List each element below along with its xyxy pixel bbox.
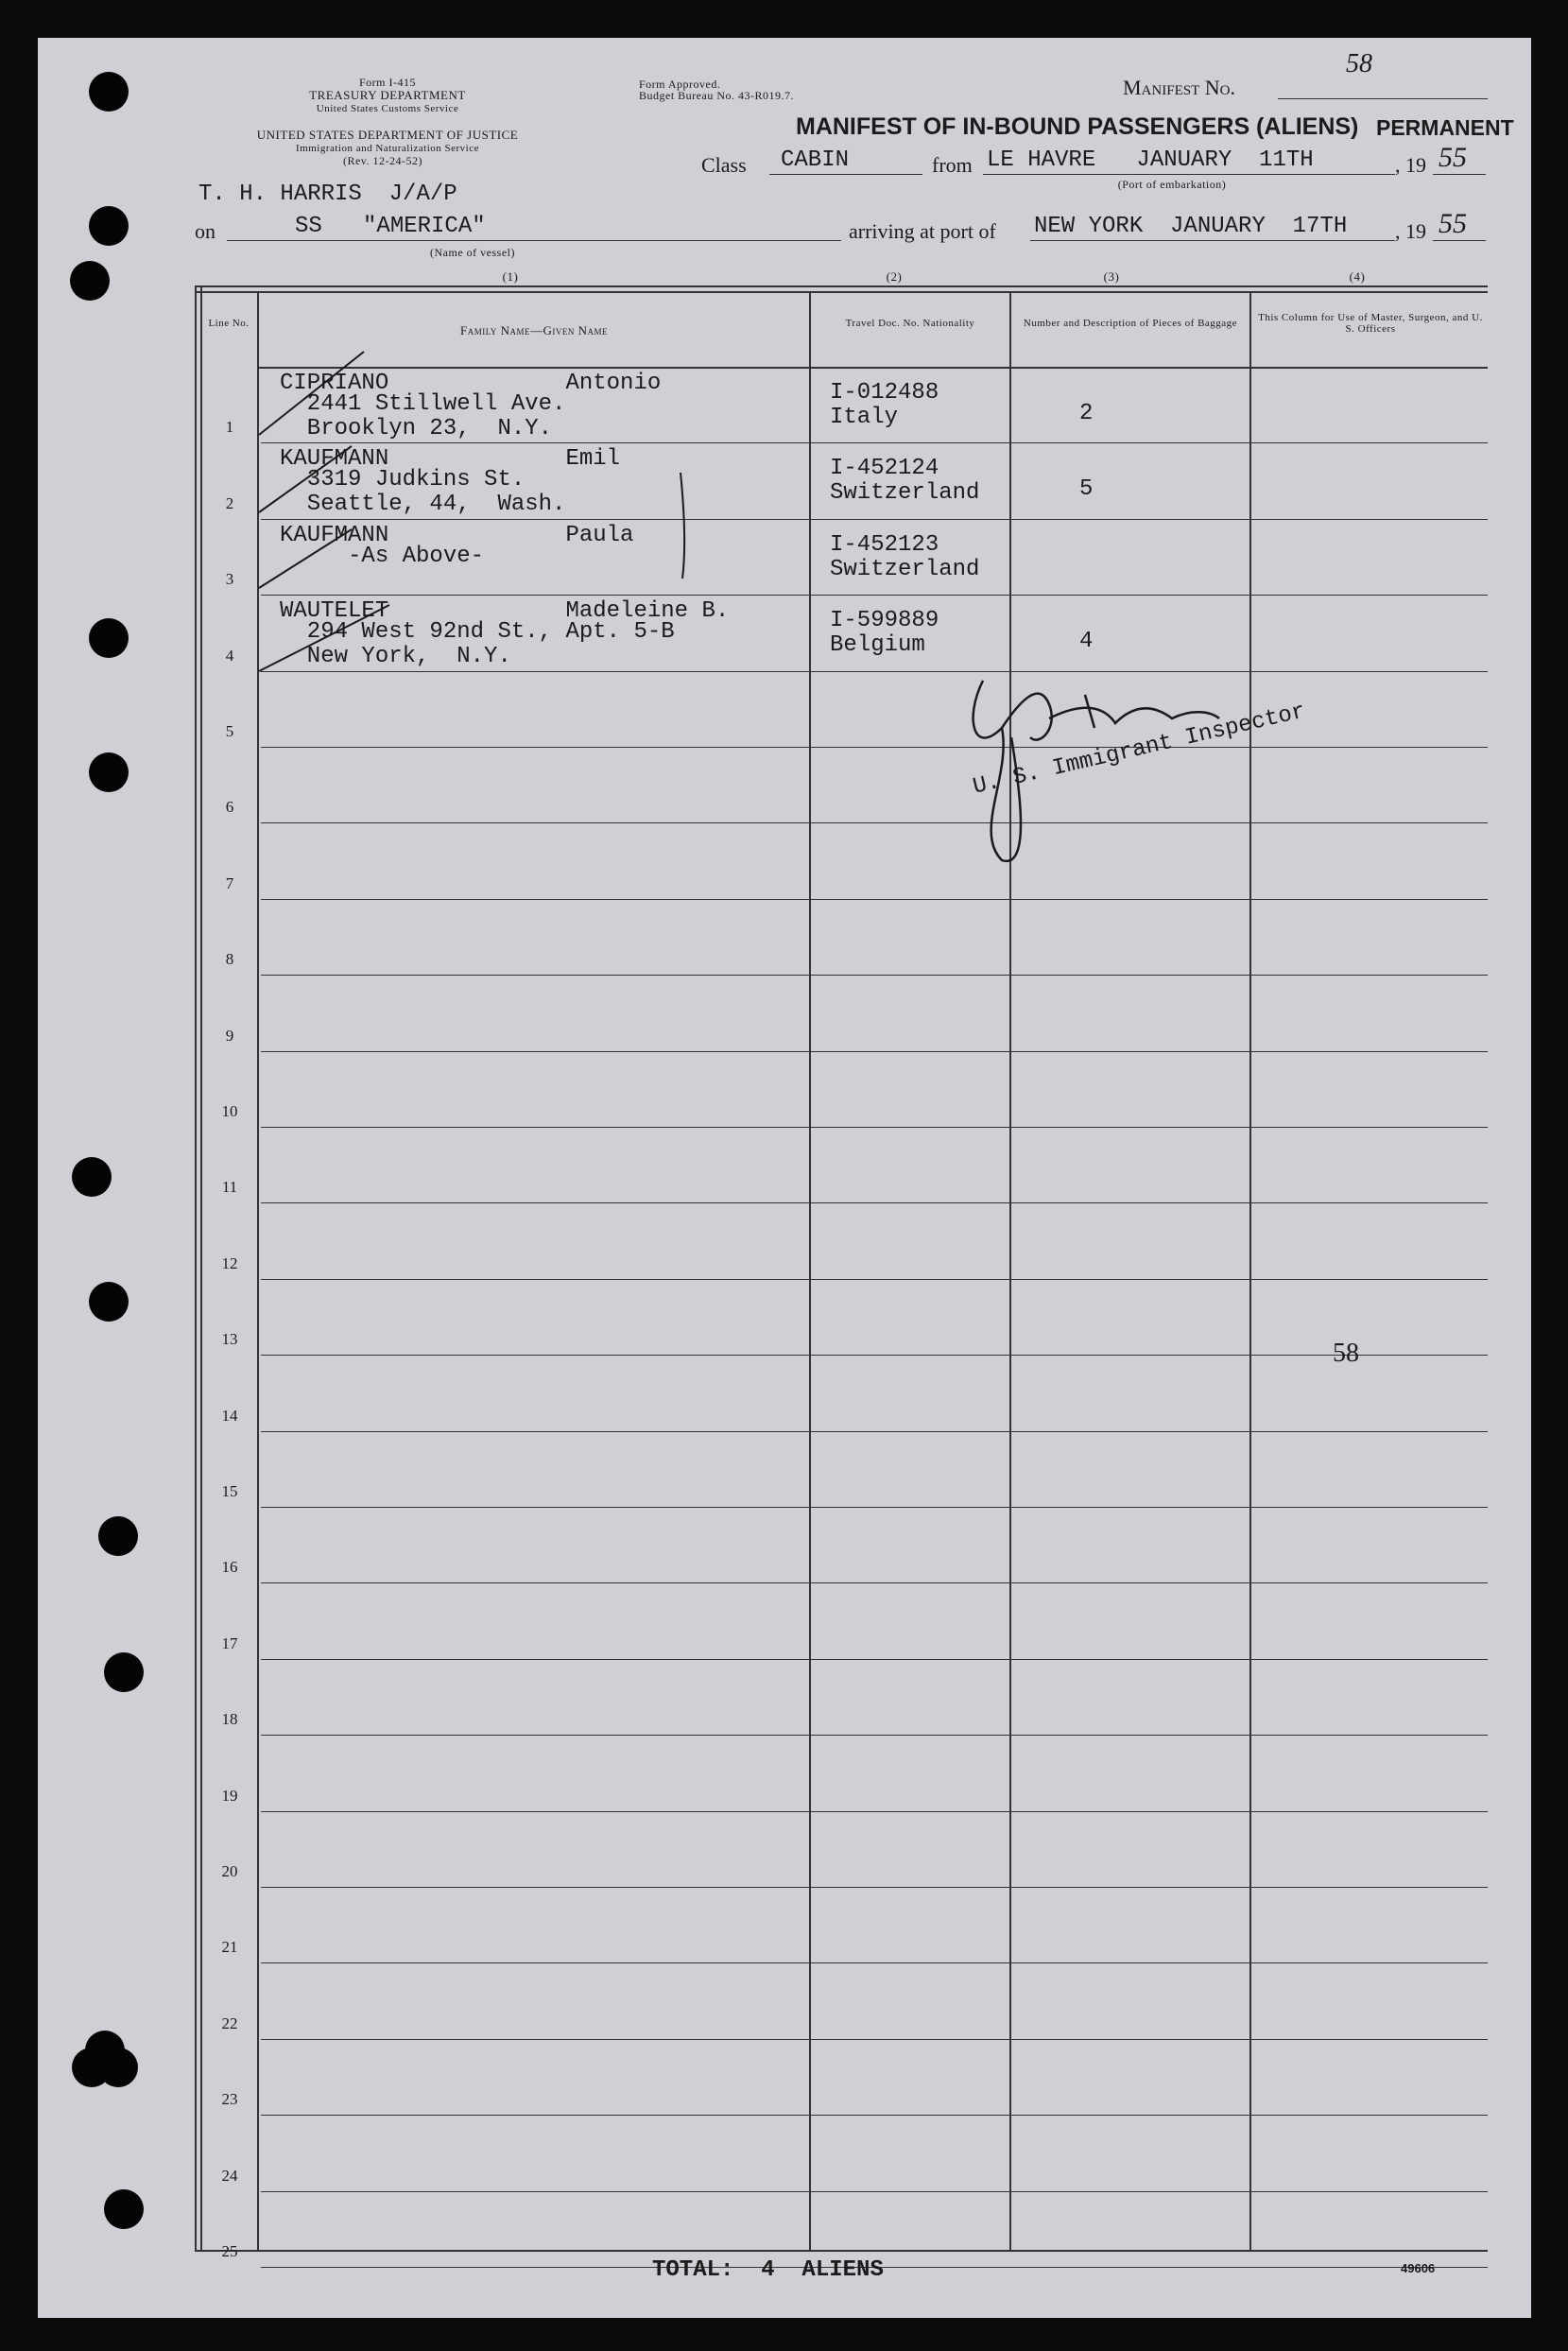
manifest-no-label: Manifest No.	[1123, 76, 1235, 99]
customs-service: United States Customs Service	[316, 103, 459, 114]
baggage-count: 2	[1079, 401, 1094, 426]
line-number: 1	[225, 418, 234, 437]
form-approved: Form Approved.	[639, 78, 721, 91]
year1-prefix: , 19	[1395, 153, 1426, 177]
travel-doc-number: I-599889	[830, 608, 939, 634]
col-num-1: (1)	[502, 269, 519, 284]
line-number: 6	[225, 798, 234, 817]
nationality: Switzerland	[830, 556, 980, 582]
passenger-address-2: Seattle, 44, Wash.	[280, 492, 566, 518]
bracket-mark	[681, 473, 684, 579]
header-line-no: Line No.	[208, 318, 250, 329]
manifest-title: MANIFEST OF IN-BOUND PASSENGERS (ALIENS)	[796, 113, 1359, 140]
passenger-address-1: 2441 Stillwell Ave.	[280, 391, 566, 417]
arriving-label: arriving at port of	[849, 219, 996, 243]
nationality: Belgium	[830, 632, 925, 659]
travel-doc-number: I-452124	[830, 456, 939, 482]
year2-value: 55	[1439, 208, 1467, 239]
port-caption: (Port of embarkation)	[1117, 178, 1227, 191]
line-number: 20	[221, 1862, 238, 1880]
header-name: Family Name—Given Name	[460, 323, 608, 337]
nationality: Switzerland	[830, 480, 980, 507]
header-officers: This Column for Use of Master, Surgeon, and U. S. Officers	[1258, 312, 1483, 335]
class-value: CABIN	[781, 147, 850, 173]
year1-value: 55	[1439, 142, 1467, 173]
form-number: Form I-415	[359, 76, 416, 89]
line-number: 13	[221, 1330, 238, 1349]
from-value: LE HAVRE JANUARY 11TH	[987, 147, 1314, 173]
side-number: 58	[1333, 1339, 1359, 1368]
vessel-caption: (Name of vessel)	[430, 246, 515, 259]
travel-doc-number: I-012488	[830, 380, 939, 406]
line-number: 5	[225, 722, 234, 740]
ins-service: Immigration and Naturalization Service	[295, 143, 480, 154]
line-number: 7	[225, 873, 234, 892]
line-number: 10	[221, 1102, 238, 1120]
line-number: 11	[221, 1178, 238, 1197]
vessel-name: SS "AMERICA"	[295, 214, 486, 239]
passenger-address-2: New York, N.Y.	[280, 644, 511, 670]
line-number: 15	[221, 1482, 238, 1500]
travel-doc-number: I-452123	[830, 531, 939, 558]
passenger-address-1: -As Above-	[280, 543, 485, 569]
arriving-value: NEW YORK JANUARY 17TH	[1034, 214, 1348, 239]
line-number: 4	[225, 646, 234, 665]
col-num-3: (3)	[1103, 269, 1120, 284]
check-mark-4	[259, 605, 389, 671]
passenger-name: KAUFMANN Paula	[280, 522, 634, 548]
line-number: 23	[221, 2090, 238, 2109]
manifest-no-value: 58	[1346, 49, 1372, 78]
col-num-2: (2)	[886, 269, 903, 284]
check-mark-3	[259, 529, 352, 588]
justice-dept: UNITED STATES DEPARTMENT OF JUSTICE	[256, 128, 519, 142]
line-number: 2	[225, 493, 234, 512]
manifest-title-extra: PERMANENT	[1376, 115, 1514, 140]
line-number: 22	[221, 2014, 238, 2032]
check-mark-1	[259, 352, 364, 435]
budget-bureau: Budget Bureau No. 43-R019.7.	[639, 89, 794, 102]
baggage-count: 4	[1079, 629, 1094, 655]
line-number: 14	[221, 1406, 238, 1425]
line-number: 18	[221, 1710, 238, 1729]
passenger-address-2: Brooklyn 23, N.Y.	[280, 416, 553, 441]
passenger-address-1: 294 West 92nd St., Apt. 5-B	[280, 619, 675, 646]
class-label: Class	[701, 153, 747, 177]
line-number: 8	[225, 950, 234, 969]
line-number: 17	[221, 1634, 238, 1652]
total-aliens: TOTAL: 4 ALIENS	[652, 2257, 884, 2283]
year2-prefix: , 19	[1395, 219, 1426, 243]
line-number: 9	[225, 1026, 234, 1045]
passenger-name: KAUFMANN Emil	[280, 446, 621, 473]
passenger-name: CIPRIANO Antonio	[280, 371, 662, 396]
from-label: from	[932, 153, 973, 177]
line-number: 16	[221, 1558, 238, 1577]
passenger-name: WAUTELET Madeleine B.	[280, 598, 730, 625]
nationality: Italy	[830, 405, 899, 430]
agent: T. H. HARRIS J/A/P	[198, 182, 457, 207]
line-number: 21	[221, 1938, 238, 1957]
immigrant-inspector-stamp: U. S. Immigrant Inspector	[970, 699, 1308, 801]
form-code: 49606	[1401, 2261, 1436, 2275]
check-marks	[259, 352, 684, 671]
line-number: 12	[221, 1253, 238, 1272]
header-travel-doc: Travel Doc. No. Nationality	[845, 318, 975, 329]
revision-date: (Rev. 12-24-52)	[342, 154, 423, 167]
col-num-4: (4)	[1349, 269, 1366, 284]
line-number: 19	[221, 1786, 238, 1805]
treasury-dept: TREASURY DEPARTMENT	[309, 88, 466, 102]
passenger-address-1: 3319 Judkins St.	[280, 467, 526, 493]
check-mark-2	[259, 446, 352, 512]
line-number: 3	[225, 570, 234, 589]
baggage-count: 5	[1079, 476, 1094, 503]
header-baggage: Number and Description of Pieces of Baggage	[1023, 318, 1238, 329]
line-number: 25	[221, 2242, 238, 2260]
line-number: 24	[221, 2166, 238, 2185]
on-label: on	[195, 219, 215, 243]
